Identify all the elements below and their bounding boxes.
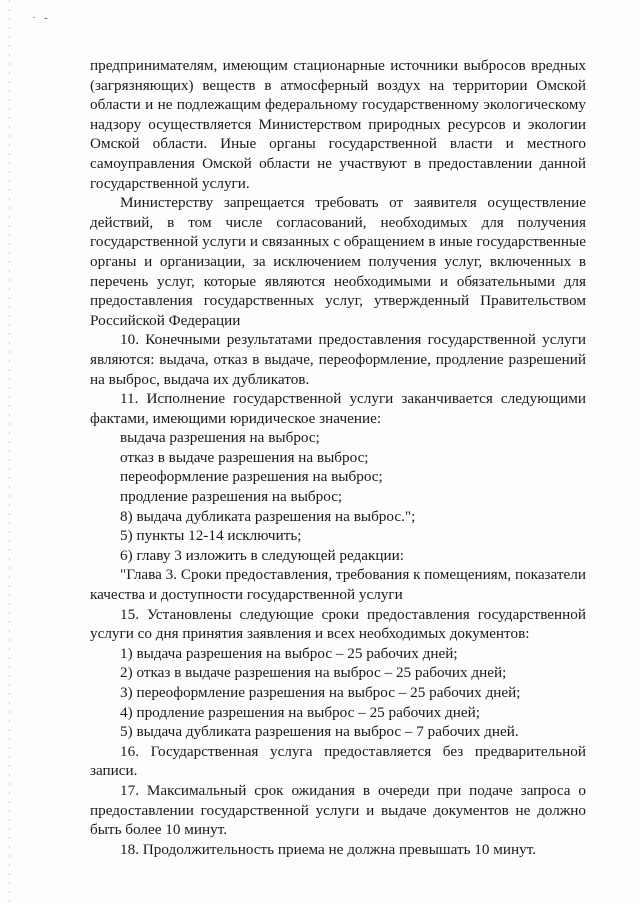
binding-margin bbox=[9, 0, 10, 905]
list-item: 4) продление разрешения на выброс – 25 рабочих дней; bbox=[120, 703, 480, 721]
scan-mark-left: · bbox=[32, 12, 36, 24]
list-item: 2) отказ в выдаче разрешения на выброс – 25 рабочих дней; bbox=[120, 664, 507, 682]
paragraph-17: 17. Максимальный срок ожидания в очереди при подаче запроса о предоставлении государственной услуги и выдаче документов не должно быть более 10 минут. bbox=[90, 781, 586, 839]
paragraph-11: 11. Исполнение государственной услуги заканчивается следующими фактами, имеющими юридическое значение: bbox=[90, 390, 586, 427]
paragraph-ministry-prohibition: Министерству запрещается требовать от заявителя осуществление действий, в том числе согласований, необходимых для получения государственной услуги и связанных с обращением в иные государственные органы и организации, за исключением получения услуг, включенных в перечень услуг, которые являются необходимыми и обязательными для предоставления государственных услуг, утвержденный Правительством Российской Федерации bbox=[90, 194, 586, 329]
list-item: 5) пункты 12-14 исключить; bbox=[120, 527, 302, 545]
list-item: 1) выдача разрешения на выброс – 25 рабочих дней; bbox=[120, 644, 458, 662]
scan-mark-right: - bbox=[44, 12, 48, 24]
paragraph-continuation: предпринимателям, имеющим стационарные источники выбросов вредных (загрязняющих) веществ в атмосферный воздух на территории Омской области и не подлежащим федеральному государственному экологическому надзору осуществляется Министерством природных ресурсов и экологии Омской области. Иные органы государственной власти и местного самоуправления Омской области не участвуют в предоставлении данной государственной услуги. bbox=[90, 57, 586, 192]
paragraph-18: 18. Продолжительность приема не должна превышать 10 минут. bbox=[120, 840, 537, 858]
list-item: 8) выдача дубликата разрешения на выброс."; bbox=[120, 507, 416, 525]
document-body bbox=[90, 56, 586, 859]
list-item: 5) выдача дубликата разрешения на выброс – 7 рабочих дней. bbox=[120, 723, 519, 741]
list-item: выдача разрешения на выброс; bbox=[120, 429, 320, 447]
list-item: 3) переоформление разрешения на выброс – 25 рабочих дней; bbox=[120, 684, 521, 701]
chapter-3-heading: "Глава 3. Сроки предоставления, требования к помещениям, показатели качества и доступности государственной услуги bbox=[90, 566, 586, 604]
list-item: переоформление разрешения на выброс; bbox=[120, 468, 383, 486]
paragraph-16: 16. Государственная услуга предоставляется без предварительной записи. bbox=[90, 742, 586, 780]
paragraph-10: 10. Конечными результатами предоставления государственной услуги являются: выдача, отказ в выдаче, переоформление, продление разрешений на выброс, выдача их дубликатов. bbox=[90, 331, 586, 388]
list-item: продление разрешения на выброс; bbox=[120, 488, 343, 506]
list-item: отказ в выдаче разрешения на выброс; bbox=[120, 448, 369, 466]
list-item: 6) главу 3 изложить в следующей редакции: bbox=[120, 546, 405, 564]
paragraph-15: 15. Установлены следующие сроки предоставления государственной услуги со дня принятия заявления и всех необходимых документов: bbox=[90, 605, 586, 643]
